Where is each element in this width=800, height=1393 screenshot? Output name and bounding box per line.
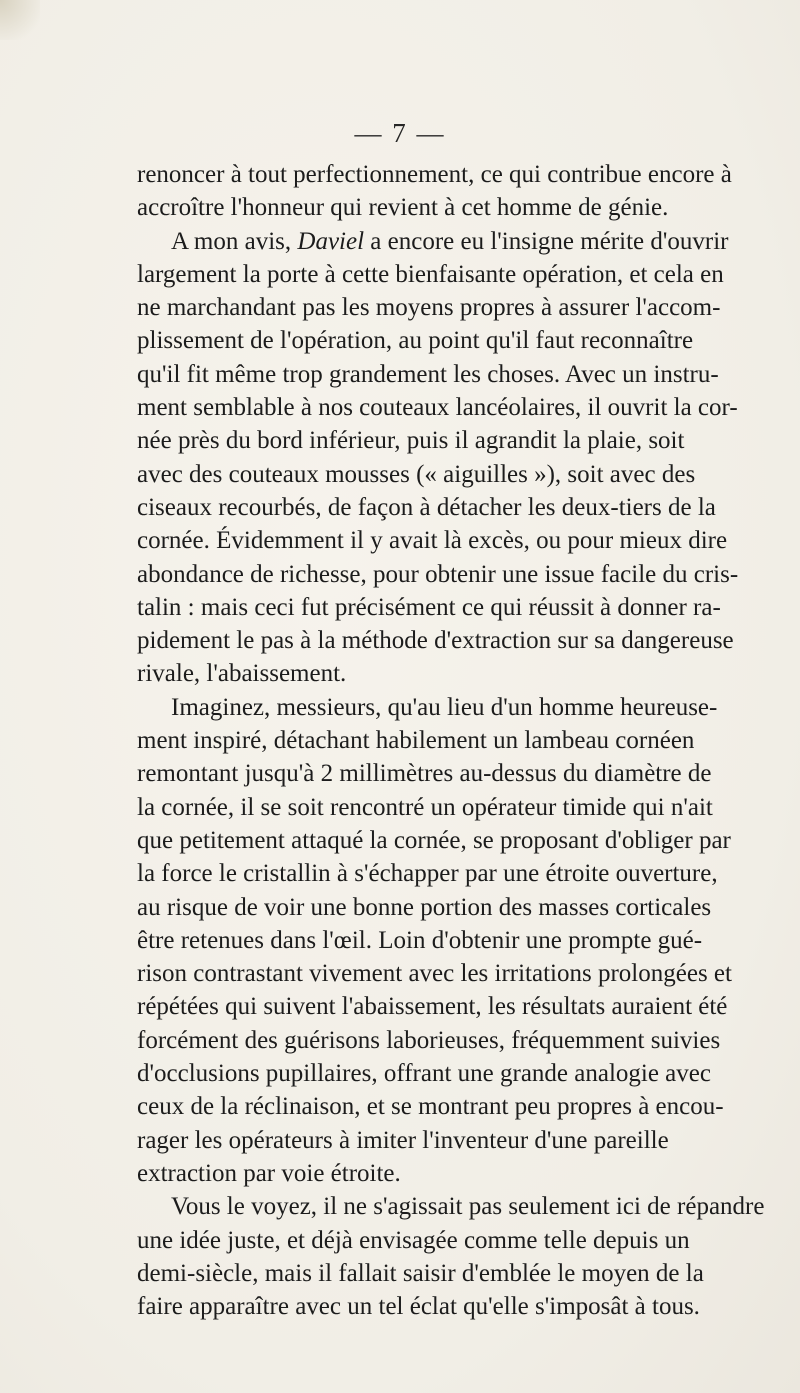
text-line: d'occlusions pupillaires, offrant une grande analogie avec xyxy=(137,1060,711,1088)
text-line-daviel xyxy=(137,225,729,258)
text-line: la cornée, il se soit rencontré un opérateur timide qui n'ait xyxy=(137,793,713,821)
text-line: forcément des guérisons laborieuses, fréquemment suivies xyxy=(137,1026,721,1054)
body-text xyxy=(137,158,765,1323)
text-line: faire apparaître avec un tel éclat qu'elle s'imposât à tous. xyxy=(137,1293,700,1321)
text-line: ceux de la réclinaison, et se montrant peu propres à encou- xyxy=(137,1093,724,1121)
author-name: Daviel xyxy=(297,227,365,255)
text-line: au risque de voir une bonne portion des masses corticales xyxy=(137,893,712,921)
text-line: ment semblable à nos couteaux lancéolaires, il ouvrit la cor- xyxy=(137,394,738,422)
text-line: talin : mais ceci fut précisément ce qui réussit à donner ra- xyxy=(137,593,721,621)
text-line: être retenues dans l'œil. Loin d'obtenir une prompte gué- xyxy=(137,926,703,954)
text-line: née près du bord inférieur, puis il agrandit la plaie, soit xyxy=(137,427,685,455)
text-line: plissement de l'opération, au point qu'il faut reconnaître xyxy=(137,327,694,355)
text-line: une idée juste, et déjà envisagée comme telle depuis un xyxy=(137,1226,690,1254)
text-line: avec des couteaux mousses (« aiguilles »), soit avec des xyxy=(137,460,696,488)
text-line: rager les opérateurs à imiter l'inventeur d'une pareille xyxy=(137,1126,669,1154)
paper-stain xyxy=(0,0,40,40)
line-end: a encore eu l'insigne mérite d'ouvrir xyxy=(364,227,729,255)
text-line: la force le cristallin à s'échapper par une étroite ouverture, xyxy=(137,860,718,888)
text-line: pidement le pas à la méthode d'extraction sur sa dangereuse xyxy=(137,627,734,655)
text-line: accroître l'honneur qui revient à cet homme de génie. xyxy=(137,194,669,222)
line-start: A mon avis, xyxy=(171,227,298,255)
text-line: cornée. Évidemment il y avait là excès, ou pour mieux dire xyxy=(137,527,728,555)
text-line: remontant jusqu'à 2 millimètres au-dessus du diamètre de xyxy=(137,760,712,788)
page-number: — 7 — xyxy=(354,118,446,148)
text-line: ne marchandant pas les moyens propres à assurer l'accom- xyxy=(137,294,721,322)
text-line: rivale, l'abaissement. xyxy=(137,660,347,688)
text-line: largement la porte à cette bienfaisante opération, et cela en xyxy=(137,260,724,288)
text-line: Imaginez, messieurs, qu'au lieu d'un homme heureuse- xyxy=(171,693,718,721)
text-line: rison contrastant vivement avec les irritations prolongées et xyxy=(137,960,732,988)
text-line: qu'il fit même trop grandement les choses. Avec un instru- xyxy=(137,360,719,388)
text-line: abondance de richesse, pour obtenir une issue facile du cris- xyxy=(137,560,739,588)
text-line: extraction par voie étroite. xyxy=(137,1159,401,1187)
text-line: Vous le voyez, il ne s'agissait pas seulement ici de répandre xyxy=(171,1193,765,1221)
text-line: répétées qui suivent l'abaissement, les résultats auraient été xyxy=(137,993,728,1021)
text-line: renoncer à tout perfectionnement, ce qui contribue encore à xyxy=(137,161,732,188)
text-line: ciseaux recourbés, de façon à détacher les deux-tiers de la xyxy=(137,493,716,521)
text-line: ment inspiré, détachant habilement un lambeau cornéen xyxy=(137,727,695,755)
text-line: que petitement attaqué la cornée, se proposant d'obliger par xyxy=(137,826,731,854)
text-line: demi-siècle, mais il fallait saisir d'emblée le moyen de la xyxy=(137,1259,704,1287)
